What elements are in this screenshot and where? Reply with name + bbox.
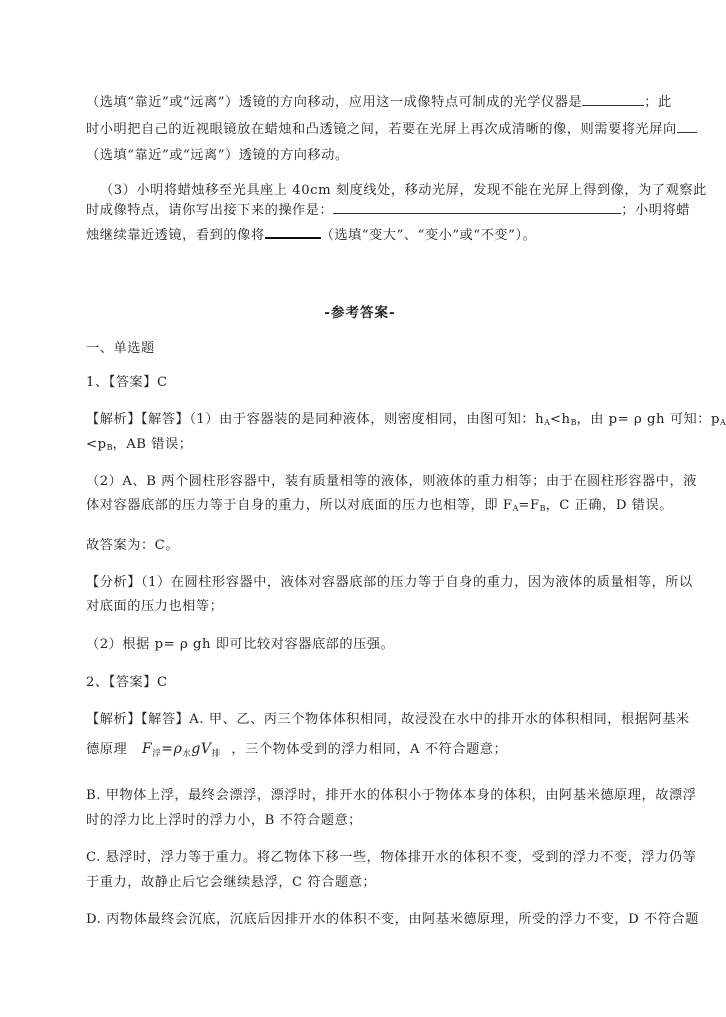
q2-option-a-line-2: 德原理 $F_浮=\rho_水gV_排$ ，三个物体受到的浮力相同，A 不符合题意； (86, 741, 508, 759)
q1-explain-line-4: 体对容器底部的压力等于自身的重力，所以对底面的压力也相等，即 $F_A=F_B$，C 正确，D 错误。 (86, 498, 673, 513)
q2-option-c-line-2: 于重力，故静止后它会继续悬浮，C 符合题意； (86, 875, 377, 890)
q2-option-b-line-2: 时的浮力比上浮时的浮力小，B 不符合题意； (86, 813, 362, 828)
question-line-4: （3）小明将蜡烛移至光具座上 40cm 刻度线处，移动光屏，发现不能在光屏上得到像，为了观察此 (100, 183, 707, 198)
q2-answer: 2、【答案】C (86, 675, 168, 690)
question-line-3: （选填“靠近”或“远离”）透镜的方向移动。 (86, 148, 349, 163)
q1-explain-line-3: （2）A、B 两个圆柱形容器中，装有质量相等的液体，则液体的重力相等；由于在圆柱形容器中，液 (86, 474, 697, 489)
q1-answer: 1、【答案】C (86, 375, 168, 390)
q2-option-b-line-1: B. 甲物体上浮，最终会漂浮，漂浮时，排开水的体积小于物体本身的体积，由阿基米德原理，故漂浮 (86, 788, 697, 803)
q2-option-d-line-1: D. 丙物体最终会沉底，沉底后因排开水的体积不变，由阿基米德原理，所受的浮力不变，D 不符合题 (86, 912, 699, 927)
question-line-2: 时小明把自己的近视眼镜放在蜡烛和凸透镜之间，若要在光屏上再次成清晰的像，则需要将光屏向 (86, 120, 686, 139)
q2-option-a-line-1: 【解析】【解答】A. 甲、乙、丙三个物体体积相同，故浸没在水中的排开水的体积相同，根据阿基米 (86, 712, 690, 727)
answer-blank-operation (333, 201, 621, 214)
q1-analysis-line-3: （2）根据 p= ρ gh 即可比较对容器底部的压强。 (86, 637, 395, 652)
answer-blank-instrument (582, 93, 644, 106)
question-line-5: 时成像特点，请你写出接下来的操作是： ；小明将蜡 (86, 203, 690, 218)
section-heading: 一、单选题 (86, 341, 155, 356)
answer-blank-image-size (265, 225, 321, 239)
question-line-1: （选填“靠近”或“远离”）透镜的方向移动，应用这一成像特点可制成的光学仪器是 ；此 (86, 95, 672, 110)
q2-option-c-line-1: C. 悬浮时，浮力等于重力。将乙物体下移一些，物体排开水的体积不变，受到的浮力不变，浮力仍等 (86, 850, 697, 865)
q1-explain-line-2: $<p_B$，AB 错误； (86, 437, 193, 452)
q1-explain-line-1: 【解析】【解答】（1）由于容器装的是同种液体，则密度相同，由图可知：$h_A<h_B$，由 p= ρ gh 可知：$p_A$ (86, 412, 726, 427)
buoyancy-formula: $F_浮=\rho_水gV_排$ (141, 741, 221, 759)
q1-analysis-line-2: 对底面的压力也相等； (86, 599, 224, 614)
q1-analysis-line-1: 【分析】（1）在圆柱形容器中，液体对容器底部的压力等于自身的重力，因为液体的质量相等，所以 (86, 575, 693, 590)
answer-section-title: -参考答案- (324, 305, 396, 321)
answer-blank-direction (677, 120, 697, 133)
question-line-6: 烛继续靠近透镜，看到的像将 （选填“变大”、“变小”或“不变”）。 (86, 225, 686, 245)
q1-conclusion: 故答案为：C。 (86, 538, 180, 553)
